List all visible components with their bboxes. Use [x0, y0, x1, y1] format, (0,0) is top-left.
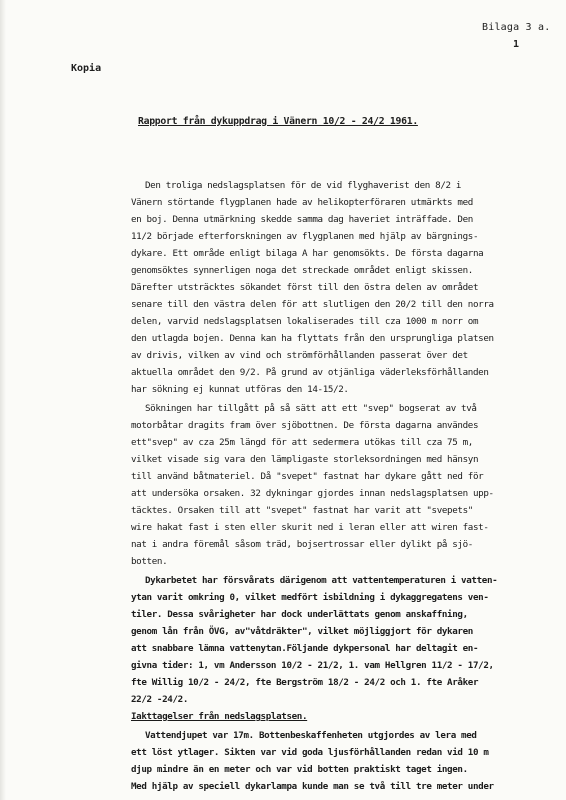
- attachment-label: Bilaga 3 a.: [482, 22, 551, 33]
- text-line: till använd båtmateriel. Då "svepet" fastnat har dykare gått ned för: [131, 471, 484, 482]
- text-line: 22/2 -24/2.: [131, 694, 188, 705]
- text-line: botten.: [131, 556, 168, 567]
- text-line: ett löst ytlager. Sikten var vid goda ljusförhållanden redan vid 10 m: [131, 747, 489, 758]
- report-title: Rapport från dykuppdrag i Vänern 10/2 - 24/2 1961.: [138, 116, 418, 127]
- text-line: genomsöktes synnerligen noga det streckade området enligt skissen.: [131, 265, 473, 276]
- text-line: av drivis, vilken av vind och strömförhållanden passerat över det: [131, 350, 468, 361]
- text-line: wire hakat fast i sten eller skurit ned i leran eller att wiren fast-: [131, 522, 489, 533]
- text-line: motorbåtar dragits fram över sjöbottnen. De första dagarna användes: [131, 420, 479, 431]
- text-line: Vattendjupet var 17m. Bottenbeskaffenheten utgjordes av lera med: [145, 730, 477, 741]
- text-line: vilket visade sig vara den lämpligaste storleksordningen med hänsyn: [131, 454, 479, 465]
- text-line: en boj. Denna utmärkning skedde samma dag haveriet inträffade. Den: [131, 214, 473, 225]
- text-line: att undersöka orsaken. 32 dykningar gjordes innan nedslagsplatsen upp-: [131, 488, 494, 499]
- text-line: givna tider: 1, vm Andersson 10/2 - 21/2, 1. vam Hellgren 11/2 - 17/2,: [131, 660, 494, 671]
- text-line: delen, varvid nedslagsplatsen lokaliserades till cza 1000 m norr om: [131, 316, 479, 327]
- text-line: den utlagda bojen. Denna kan ha flyttats från den ursprungliga platsen: [131, 333, 494, 344]
- text-line: fte Willig 10/2 - 24/2, fte Bergström 18/2 - 24/2 och 1. fte Aråker: [131, 677, 479, 688]
- text-line: ytan varit omkring 0, vilket medfört isbildning i dykaggregatens ven-: [131, 592, 489, 603]
- text-line: djup mindre än en meter och var vid botten praktiskt taget ingen.: [131, 764, 468, 775]
- copy-label: Kopia: [71, 63, 102, 74]
- text-line: Dykarbetet har försvårats därigenom att vattentemperaturen i vatten-: [145, 575, 498, 586]
- text-line: Med hjälp av speciell dykarlampa kunde man se två till tre meter under: [131, 781, 494, 792]
- text-line: Därefter utsträcktes sökandet först till den östra delen av området: [131, 282, 479, 293]
- text-line: Vänern störtande flygplanen hade av helikopterföraren utmärkts med: [131, 197, 473, 208]
- text-line: Den troliga nedslagsplatsen för de vid flyghaverist den 8/2 i: [145, 180, 462, 191]
- section-heading: Iakttagelser från nedslagsplatsen.: [131, 711, 308, 722]
- text-line: täcktes. Orsaken till att "svepet" fastnat har varit att "svepets": [131, 505, 473, 516]
- text-line: 11/2 började efterforskningen av flygplanen med hjälp av bärgnings-: [131, 231, 479, 242]
- page-number: 1: [513, 39, 520, 50]
- text-line: tiler. Dessa svårigheter har dock underlättats genom anskaffning,: [131, 609, 468, 620]
- text-line: nat i andra föremål såsom träd, bojsertrossar eller dylikt på sjö-: [131, 539, 473, 550]
- text-line: har sökning ej kunnat utföras den 14-15/2.: [131, 384, 349, 395]
- text-line: ett"svep" av cza 25m längd för att sedermera utökas till cza 75 m,: [131, 437, 473, 448]
- text-line: Sökningen har tillgått på så sätt att ett "svep" bogserat av två: [145, 403, 477, 414]
- text-line: senare till den västra delen för att slutligen den 20/2 till den norra: [131, 299, 494, 310]
- text-line: genom lån från ÖVG, av"våtdräkter", vilket möjliggjort för dykaren: [131, 626, 473, 637]
- text-line: dykare. Ett område enligt bilaga A har genomsökts. De första dagarna: [131, 248, 484, 259]
- text-line: att snabbare lämna vattenytan.Följande dykpersonal har deltagit en-: [131, 643, 479, 654]
- text-line: aktuella området den 9/2. På grund av otjänliga väderleksförhållanden: [131, 367, 489, 378]
